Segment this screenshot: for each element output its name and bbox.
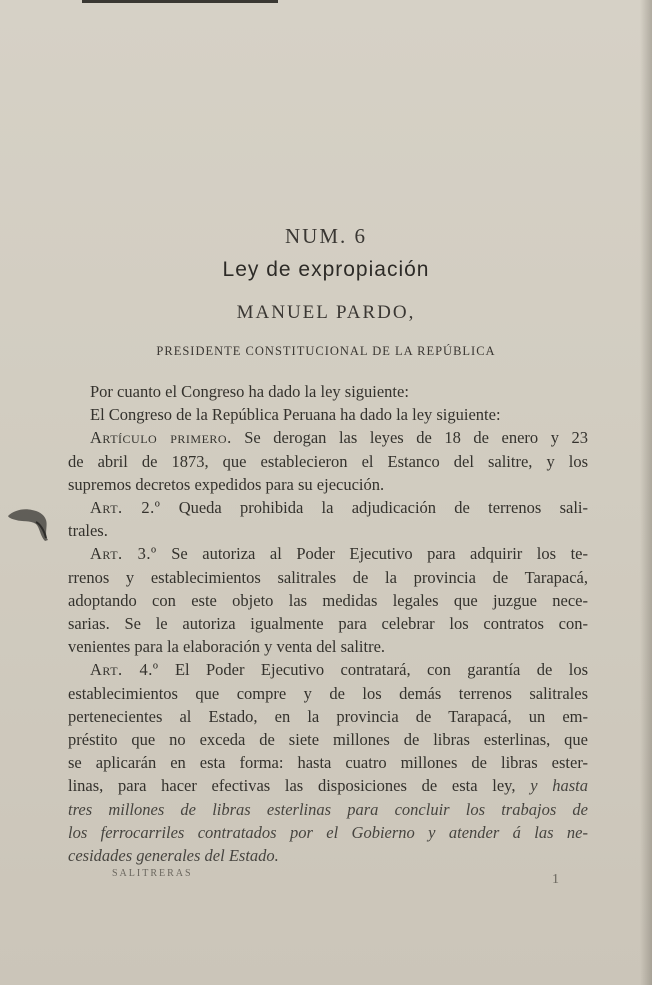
text-line: supremos decretos expedidos para su ejecución. [68, 474, 385, 494]
text-span: El Poder Ejecutivo contratará, con garantía de los [158, 660, 588, 680]
text-line [68, 496, 588, 519]
text-line [68, 542, 588, 565]
page-mark: 1 [552, 872, 559, 887]
text-line [68, 658, 588, 681]
page-edge-shadow [640, 0, 652, 985]
text-line: El Congreso de la República Peruana ha dado la ley siguiente: [90, 405, 501, 425]
text-line: trales. [68, 521, 108, 541]
text-line: adoptando con este objeto las medidas legales que juzgue nece- [68, 590, 588, 610]
law-title: Ley de expropiación [222, 258, 430, 281]
article-label: Artículo primero. [90, 428, 232, 448]
text-line: rrenos y establecimientos salitrales de la provincia de Tarapacá, [68, 567, 588, 587]
article-label: Art. 3.º [90, 544, 157, 564]
ink-stain-mark [6, 500, 54, 542]
text-line: Por cuanto el Congreso ha dado la ley siguiente: [90, 382, 409, 401]
article-label: Art. 4.º [90, 660, 159, 680]
law-text [68, 380, 588, 867]
president-name: MANUEL PARDO, [236, 302, 416, 323]
text-line [68, 774, 588, 797]
top-edge-bar [82, 0, 278, 3]
text-span: Se autoriza al Poder Ejecutivo para adquirir los te- [156, 544, 588, 564]
text-line: sarias. Se le autoriza igualmente para celebrar los contratos con- [68, 614, 588, 634]
italic-line: tres millones de libras esterlinas para concluir los trabajos de [68, 799, 588, 819]
text-line: se aplicarán en esta forma: hasta cuatro millones de libras ester- [68, 753, 588, 773]
text-line: establecimientos que compre y de los demás terrenos salitrales [68, 683, 588, 703]
italic-line: los ferrocarriles contratados por el Gobierno y atender á las ne- [68, 822, 588, 842]
text-span: Se derogan las leyes de 18 de enero y 23 [231, 428, 588, 448]
text-span: linas, para hacer efectivas las disposiciones de esta ley, [68, 776, 531, 796]
text-span: Queda prohibida la adjudicación de terrenos sali- [160, 498, 588, 518]
text-line: pertenecientes al Estado, en la provincia de Tarapacá, un em- [68, 706, 588, 726]
text-line [68, 426, 588, 449]
president-subtitle: PRESIDENTE CONSTITUCIONAL DE LA REPÚBLICA [156, 344, 496, 358]
law-number: NUM. 6 [284, 224, 367, 248]
italic-line: cesidades generales del Estado. [68, 846, 279, 866]
signature-mark: SALITRERAS [112, 868, 193, 879]
italic-span: y hasta [530, 776, 588, 796]
text-line: préstito que no exceda de siete millones de libras esterlinas, que [68, 730, 588, 750]
article-label: Art. 2.º [90, 498, 161, 518]
text-line: venientes para la elaboración y venta del salitre. [68, 637, 386, 657]
text-line: de abril de 1873, que establecieron el Estanco del salitre, y los [68, 451, 588, 471]
